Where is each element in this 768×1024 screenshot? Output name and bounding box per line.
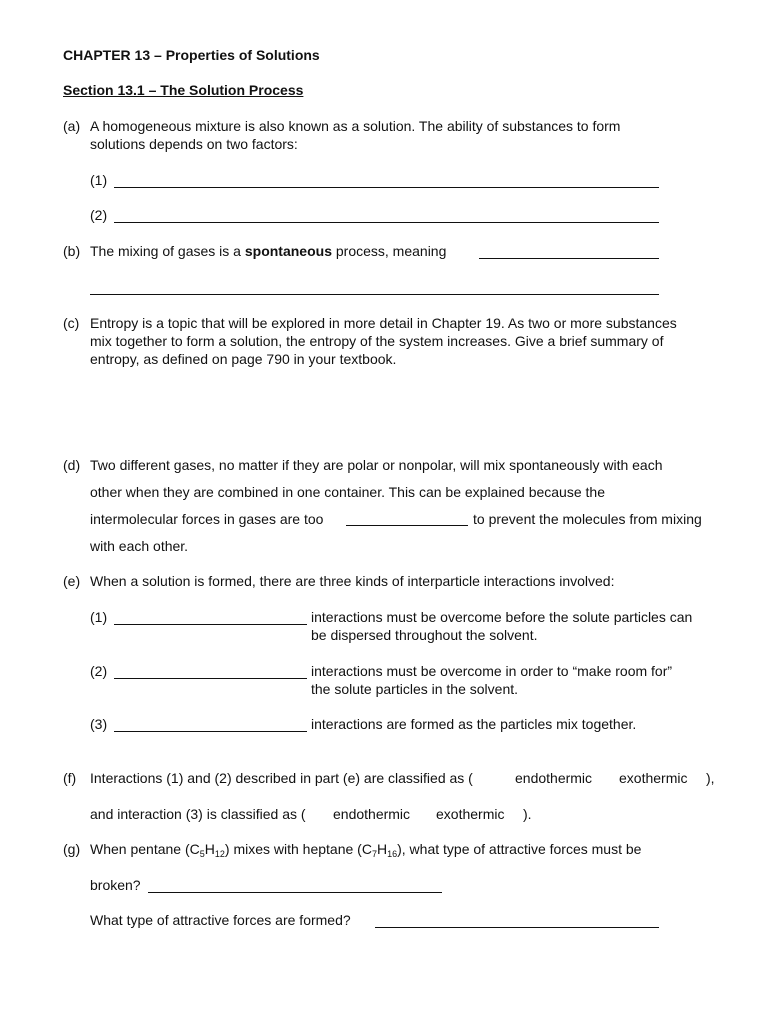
subscript: 5	[199, 849, 205, 859]
question-b-label: (b)	[63, 243, 81, 259]
question-d-label: (d)	[63, 457, 81, 473]
choice-f1-exothermic[interactable]: exothermic	[619, 770, 688, 786]
question-a-item1-label: (1)	[90, 172, 108, 188]
answer-blank-g2[interactable]	[375, 927, 659, 928]
question-g-label: (g)	[63, 841, 81, 857]
question-e-item2-line1: interactions must be overcome in order to “make room for”	[311, 663, 673, 679]
question-b-text-pre: The mixing of gases is a	[90, 243, 245, 259]
answer-blank-e1[interactable]	[114, 624, 307, 625]
question-d-text-line3a: intermolecular forces in gases are too	[90, 511, 324, 527]
question-g-text-line1	[90, 841, 641, 858]
answer-blank-e2[interactable]	[114, 678, 307, 679]
answer-blank-b2[interactable]	[90, 294, 659, 295]
question-a-text-line2: solutions depends on two factors:	[90, 136, 298, 152]
question-e-item2-label: (2)	[90, 663, 108, 679]
subscript: 12	[214, 849, 225, 859]
question-f-text-line1: Interactions (1) and (2) described in part (e) are classified as (	[90, 770, 473, 786]
question-f-close1: ),	[706, 770, 715, 786]
question-f-label: (f)	[63, 770, 77, 786]
question-b-text	[90, 243, 446, 260]
question-g-text-e: ), what type of attractive forces must be	[397, 841, 642, 857]
question-b-text-post: process, meaning	[331, 243, 447, 259]
question-g-text-line3: What type of attractive forces are formed?	[90, 912, 351, 928]
question-g-text-c: ) mixes with heptane (C	[224, 841, 372, 857]
question-c-label: (c)	[63, 315, 80, 331]
question-g-text-d: H	[376, 841, 388, 857]
question-d-text-line4: with each other.	[90, 538, 189, 554]
subscript: 16	[387, 849, 398, 859]
question-e-item1-line1: interactions must be overcome before the solute particles can	[311, 609, 693, 625]
question-b-keyword: spontaneous	[244, 243, 332, 259]
question-e-item1-label: (1)	[90, 609, 108, 625]
question-g-text-a: When pentane (C	[90, 841, 200, 857]
question-d-text-line2: other when they are combined in one container. This can be explained because the	[90, 484, 605, 500]
answer-blank-a1[interactable]	[114, 187, 659, 188]
question-e-item2-line2: the solute particles in the solvent.	[311, 681, 519, 697]
question-a-text-line1: A homogeneous mixture is also known as a solution. The ability of substances to form	[90, 118, 621, 134]
question-e-item1-line2: be dispersed throughout the solvent.	[311, 627, 538, 643]
question-f-text-line2: and interaction (3) is classified as (	[90, 806, 306, 822]
subscript: 7	[371, 849, 377, 859]
question-d-text-line3b: to prevent the molecules from mixing	[473, 511, 702, 527]
chapter-title: CHAPTER 13 – Properties of Solutions	[63, 47, 320, 63]
question-c-text-line2: mix together to form a solution, the entropy of the system increases. Give a brief summary of	[90, 333, 664, 349]
question-e-label: (e)	[63, 573, 81, 589]
question-a-label: (a)	[63, 118, 81, 134]
question-c-text-line3: entropy, as defined on page 790 in your textbook.	[90, 351, 397, 367]
question-c-text-line1: Entropy is a topic that will be explored in more detail in Chapter 19. As two or more substances	[90, 315, 677, 331]
answer-blank-g1[interactable]	[148, 892, 442, 893]
question-g-text-b: H	[204, 841, 215, 857]
choice-f1-endothermic[interactable]: endothermic	[515, 770, 593, 786]
answer-blank-e3[interactable]	[114, 731, 307, 732]
question-d-text-line1: Two different gases, no matter if they are polar or nonpolar, will mix spontaneously with each	[90, 457, 663, 473]
question-g-text-line2: broken?	[90, 877, 141, 893]
question-e-intro: When a solution is formed, there are three kinds of interparticle interactions involved:	[90, 573, 615, 589]
section-title: Section 13.1 – The Solution Process	[63, 82, 304, 98]
question-a-item2-label: (2)	[90, 207, 108, 223]
question-e-item3-line1: interactions are formed as the particles mix together.	[311, 716, 637, 732]
choice-f2-exothermic[interactable]: exothermic	[436, 806, 505, 822]
answer-blank-b1[interactable]	[479, 258, 659, 259]
choice-f2-endothermic[interactable]: endothermic	[333, 806, 411, 822]
question-e-item3-label: (3)	[90, 716, 108, 732]
answer-blank-a2[interactable]	[114, 222, 659, 223]
answer-blank-d[interactable]	[346, 525, 468, 526]
question-f-close2: ).	[523, 806, 532, 822]
